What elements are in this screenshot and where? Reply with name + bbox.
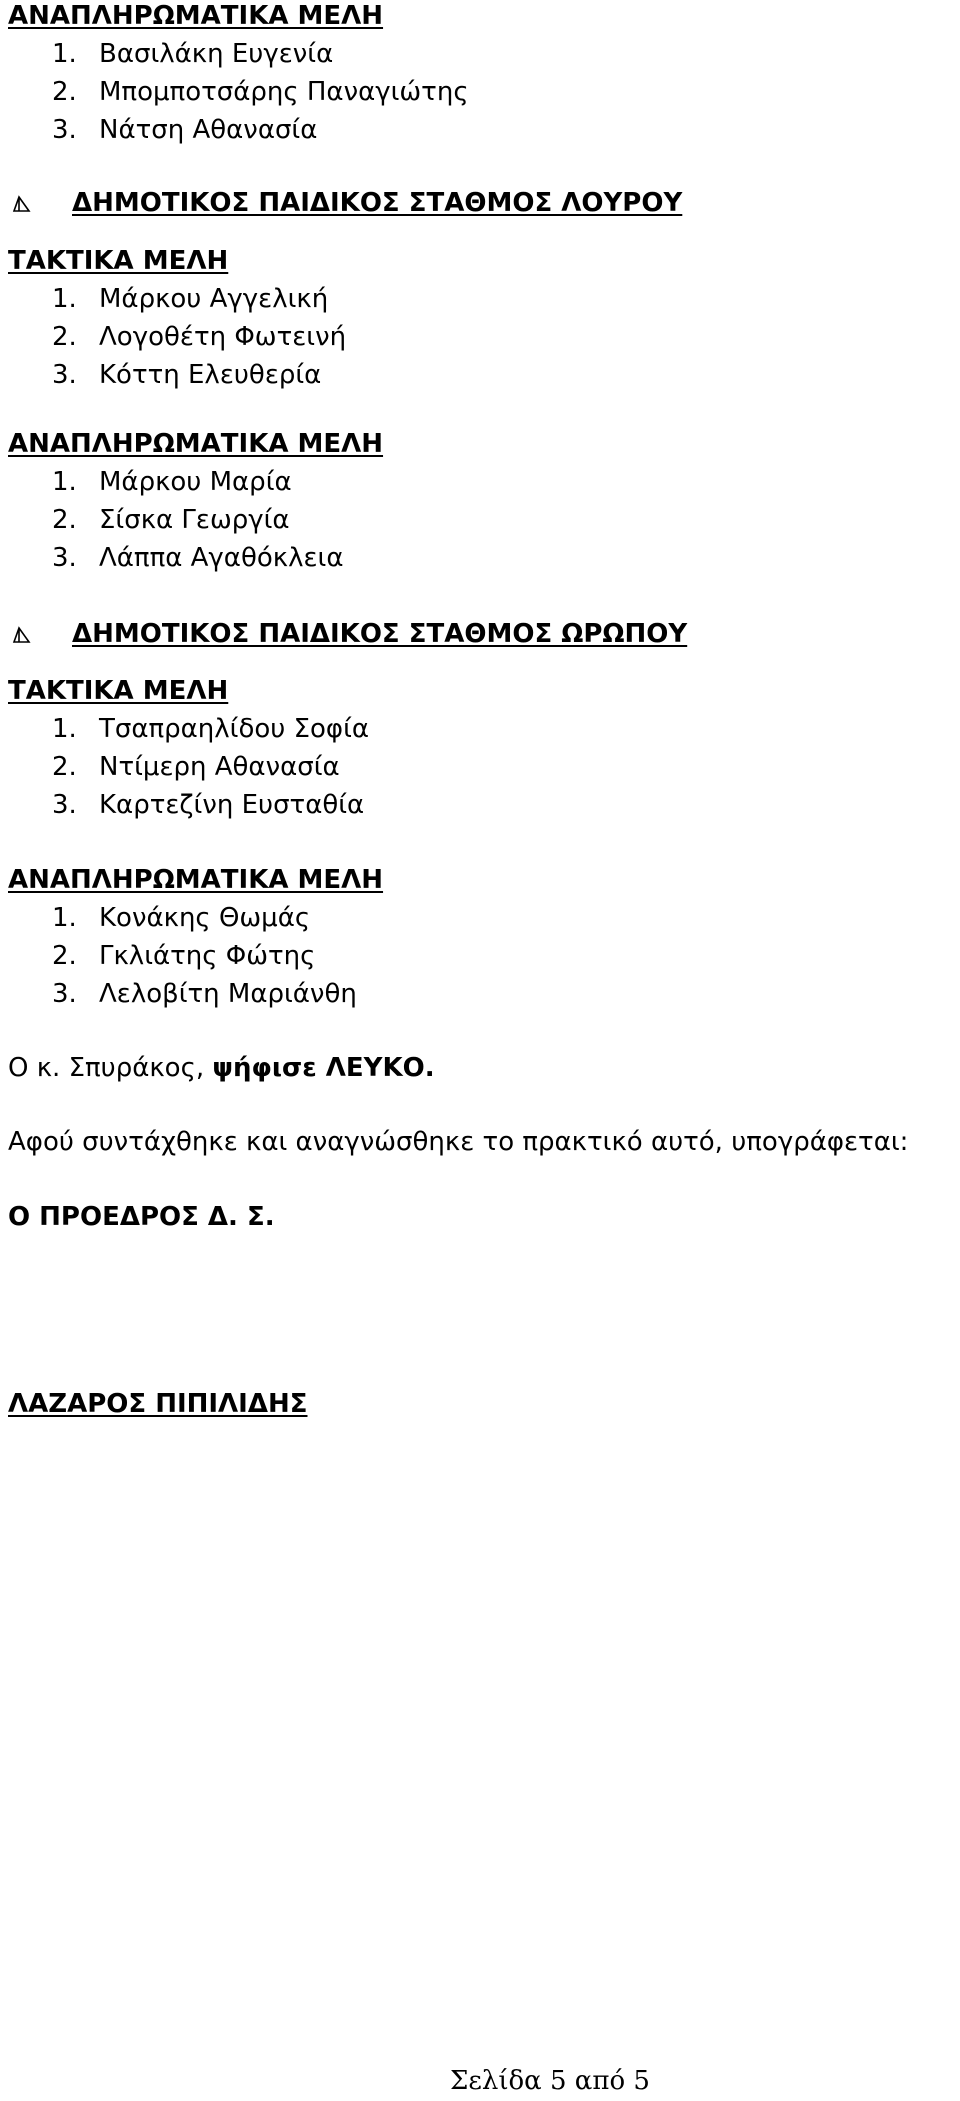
list-item: [52, 321, 346, 353]
page-number: Σελίδα 5 από 5: [450, 2066, 650, 2096]
list-number: 3.: [52, 979, 77, 1009]
section-title-text: ΔΗΜΟΤΙΚΟΣ ΠΑΙΔΙΚΟΣ ΣΤΑΘΜΟΣ ΩΡΩΠΟΥ: [72, 619, 688, 649]
list-number: 3.: [52, 360, 77, 390]
vote-statement: [8, 1052, 435, 1084]
member-name: Λάππα Αγαθόκλεια: [99, 543, 344, 573]
member-name: Γκλιάτης Φώτης: [99, 941, 316, 971]
section-title-louros: [12, 187, 682, 219]
member-name: Κόττη Ελευθερία: [99, 360, 322, 390]
list-item: [52, 466, 292, 498]
list-number: 2.: [52, 77, 77, 107]
alternates-heading: ΑΝΑΠΛΗΡΩΜΑΤΙΚΑ ΜΕΛΗ: [8, 1, 384, 31]
list-number: 2.: [52, 752, 77, 782]
list-number: 2.: [52, 505, 77, 535]
signature-title: Ο ΠΡΟΕΔΡΟΣ Δ. Σ.: [8, 1202, 275, 1232]
list-item: [52, 504, 290, 536]
vote-emphasis: ψήφισε ΛΕΥΚΟ.: [212, 1053, 435, 1083]
list-item: [52, 76, 469, 108]
member-name: Καρτεζίνη Ευσταθία: [99, 790, 365, 820]
list-number: 3.: [52, 543, 77, 573]
list-item: [52, 940, 315, 972]
list-number: 1.: [52, 467, 77, 497]
list-number: 3.: [52, 115, 77, 145]
list-number: 2.: [52, 941, 77, 971]
member-name: Μάρκου Αγγελική: [99, 284, 329, 314]
list-item: [52, 978, 357, 1010]
member-name: Κονάκης Θωμάς: [99, 903, 311, 933]
list-number: 1.: [52, 284, 77, 314]
section-title-oropos: [12, 618, 687, 650]
member-name: Νάτση Αθανασία: [99, 115, 318, 145]
signature-name: ΛΑΖΑΡΟΣ ΠΙΠΙΛΙΔΗΣ: [8, 1389, 308, 1419]
member-name: Μπομποτσάρης Παναγιώτης: [99, 77, 469, 107]
member-name: Βασιλάκη Ευγενία: [99, 39, 334, 69]
list-number: 3.: [52, 790, 77, 820]
list-item: [52, 751, 340, 783]
regular-heading: ΤΑΚΤΙΚΑ ΜΕΛΗ: [8, 676, 229, 706]
section-title-text: ΔΗΜΟΤΙΚΟΣ ΠΑΙΔΙΚΟΣ ΣΤΑΘΜΟΣ ΛΟΥΡΟΥ: [72, 188, 683, 218]
list-number: 1.: [52, 903, 77, 933]
list-number: 2.: [52, 322, 77, 352]
alternates-heading: ΑΝΑΠΛΗΡΩΜΑΤΙΚΑ ΜΕΛΗ: [8, 865, 384, 895]
regular-heading: ΤΑΚΤΙΚΑ ΜΕΛΗ: [8, 246, 229, 276]
list-number: 1.: [52, 39, 77, 69]
alternates-heading: ΑΝΑΠΛΗΡΩΜΑΤΙΚΑ ΜΕΛΗ: [8, 429, 384, 459]
triangle-flag-icon: [12, 187, 72, 219]
list-item: [52, 359, 321, 391]
list-item: [52, 542, 343, 574]
list-item: [52, 713, 369, 745]
list-item: [52, 283, 328, 315]
list-item: [52, 114, 317, 146]
list-item: [52, 38, 333, 70]
member-name: Ντίμερη Αθανασία: [99, 752, 340, 782]
closing-text: Αφού συντάχθηκε και αναγνώσθηκε το πρακτικό αυτό, υπογράφεται:: [8, 1127, 909, 1157]
vote-prefix: Ο κ. Σπυράκος,: [8, 1053, 213, 1083]
list-number: 1.: [52, 714, 77, 744]
member-name: Τσαπραηλίδου Σοφία: [99, 714, 370, 744]
member-name: Σίσκα Γεωργία: [99, 505, 290, 535]
member-name: Λογοθέτη Φωτεινή: [99, 322, 347, 352]
list-item: [52, 789, 364, 821]
list-item: [52, 902, 310, 934]
triangle-flag-icon: [12, 618, 72, 650]
member-name: Λελοβίτη Μαριάνθη: [99, 979, 357, 1009]
member-name: Μάρκου Μαρία: [99, 467, 292, 497]
